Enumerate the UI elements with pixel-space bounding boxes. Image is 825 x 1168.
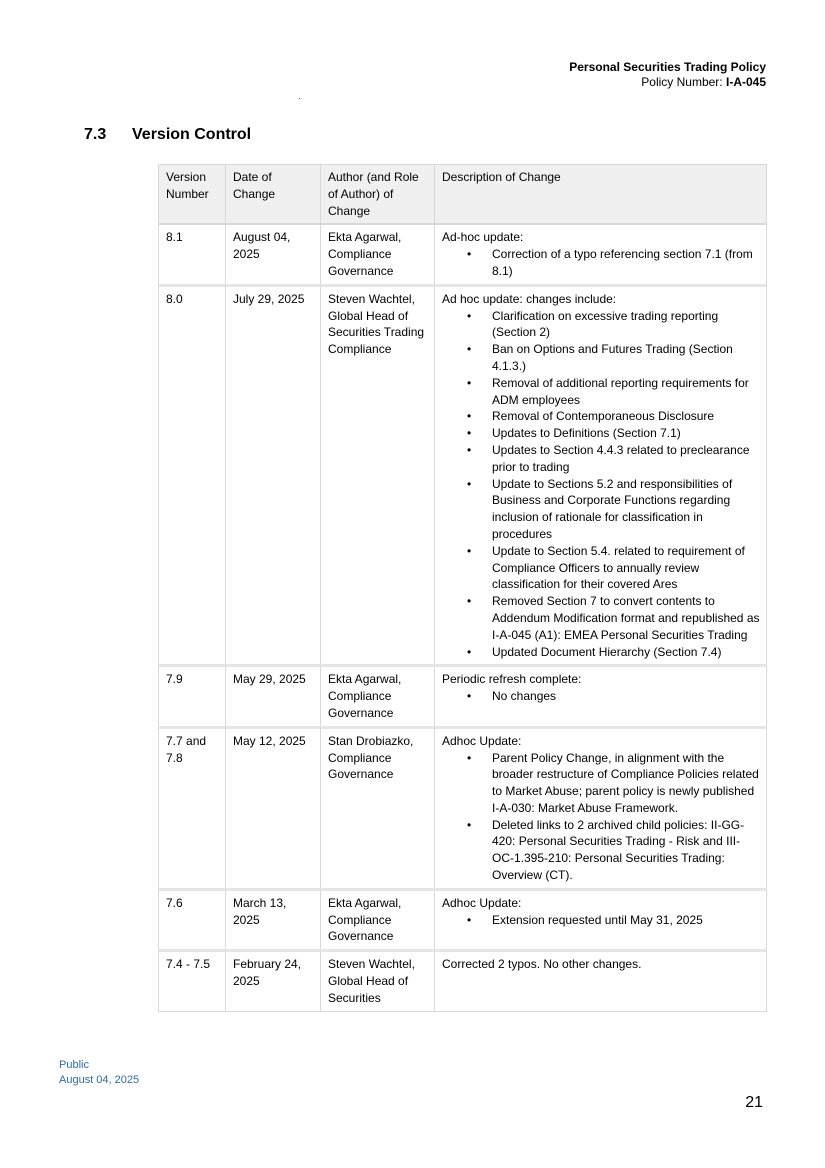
author-cell: Steven Wachtel, Global Head of Securities Trading Compliance	[320, 284, 434, 665]
author-cell: Ekta Agarwal, Compliance Governance	[320, 224, 434, 283]
table-row	[158, 664, 767, 725]
author-cell: Ekta Agarwal, Compliance Governance	[320, 888, 434, 949]
change-list	[442, 912, 760, 929]
description-summary: Ad hoc update: changes include:	[442, 291, 617, 306]
section-heading	[84, 126, 251, 144]
date-cell: March 13, 2025	[225, 888, 320, 949]
policy-number-label: Policy Number:	[641, 75, 726, 89]
author-cell: Ekta Agarwal, Compliance Governance	[320, 664, 434, 725]
table-row	[158, 949, 767, 1011]
page-footer	[59, 1058, 139, 1088]
table-row	[158, 888, 767, 949]
policy-number-line	[569, 75, 766, 90]
policy-number: I-A-045	[725, 75, 766, 89]
description-cell	[434, 726, 767, 888]
classification-label: Public	[59, 1059, 89, 1071]
table-body	[158, 224, 767, 1011]
description-cell	[434, 664, 767, 725]
change-list	[442, 688, 760, 705]
page-number: 21	[745, 1094, 763, 1111]
date-cell: February 24, 2025	[225, 949, 320, 1011]
change-item: • Update to Sections 5.2 and responsibilities of Business and Corporate Functions regarding inclusion of rationale for classification in procedures	[492, 476, 760, 543]
header-author: Author (and Role of Author) of Change	[320, 164, 434, 224]
change-item: • Update to Section 5.4. related to requirement of Compliance Officers to annually review classification for their covered Ares	[492, 543, 760, 593]
version-cell: 7.9	[158, 664, 225, 725]
change-item: • Deleted links to 2 archived child policies: II-GG-420: Personal Securities Trading - Risk and III-OC-1.395-210: Personal Securities Trading: Overview (CT).	[492, 817, 760, 884]
change-item: • Correction of a typo referencing section 7.1 (from 8.1)	[492, 246, 760, 280]
change-list	[442, 246, 760, 280]
version-cell: 7.6	[158, 888, 225, 949]
description-cell	[434, 888, 767, 949]
description-summary: Ad-hoc update:	[442, 230, 524, 245]
version-cell: 7.4 - 7.5	[158, 949, 225, 1011]
date-cell: May 29, 2025	[225, 664, 320, 725]
document-title: Personal Securities Trading Policy	[569, 60, 766, 74]
description-summary: Corrected 2 typos. No other changes.	[442, 957, 642, 972]
table-row	[158, 726, 767, 888]
version-cell: 8.0	[158, 284, 225, 665]
version-cell: 7.7 and 7.8	[158, 726, 225, 888]
author-cell: Stan Drobiazko, Compliance Governance	[320, 726, 434, 888]
section-number: 7.3	[84, 126, 107, 143]
change-item: • Ban on Options and Futures Trading (Section 4.1.3.)	[492, 341, 760, 375]
version-control-table	[158, 164, 767, 1012]
description-cell	[434, 224, 767, 283]
change-item: • Updates to Section 4.4.3 related to preclearance prior to trading	[492, 442, 760, 476]
change-item: • Removal of additional reporting requirements for ADM employees	[492, 375, 760, 409]
change-item: • Parent Policy Change, in alignment with the broader restructure of Compliance Policies related to Market Abuse; parent policy is newly published I-A-030: Market Abuse Framework.	[492, 750, 760, 817]
change-item: • Removal of Contemporaneous Disclosure	[492, 408, 760, 425]
footer-date: August 04, 2025	[59, 1074, 140, 1086]
description-summary: Adhoc Update:	[442, 733, 522, 748]
change-list	[442, 308, 760, 661]
change-item: • Updated Document Hierarchy (Section 7.4)	[492, 644, 760, 661]
header-version-number: Version Number	[158, 164, 225, 224]
change-item: • No changes	[492, 688, 760, 705]
change-list	[442, 750, 760, 884]
description-cell	[434, 949, 767, 1011]
date-cell: July 29, 2025	[225, 284, 320, 665]
description-summary: Periodic refresh complete:	[442, 672, 582, 687]
change-item: • Clarification on excessive trading reporting (Section 2)	[492, 308, 760, 342]
change-item: • Updates to Definitions (Section 7.1)	[492, 425, 760, 442]
table-row	[158, 284, 767, 665]
header-description: Description of Change	[434, 164, 767, 224]
description-summary: Adhoc Update:	[442, 895, 522, 910]
table-header-row	[158, 164, 767, 224]
date-cell: May 12, 2025	[225, 726, 320, 888]
author-cell: Steven Wachtel, Global Head of Securities	[320, 949, 434, 1011]
change-item: • Extension requested until May 31, 2025	[492, 912, 760, 929]
header-date-of-change: Date of Change	[225, 164, 320, 224]
change-item: • Removed Section 7 to convert contents to Addendum Modification format and republished as I-A-045 (A1): EMEA Personal Securities Trading	[492, 593, 760, 643]
date-cell: August 04, 2025	[225, 224, 320, 283]
page-header	[569, 60, 766, 90]
table-row	[158, 224, 767, 283]
section-title: Version Control	[132, 126, 252, 143]
stray-dot	[299, 98, 300, 99]
description-cell	[434, 284, 767, 665]
version-cell: 8.1	[158, 224, 225, 283]
